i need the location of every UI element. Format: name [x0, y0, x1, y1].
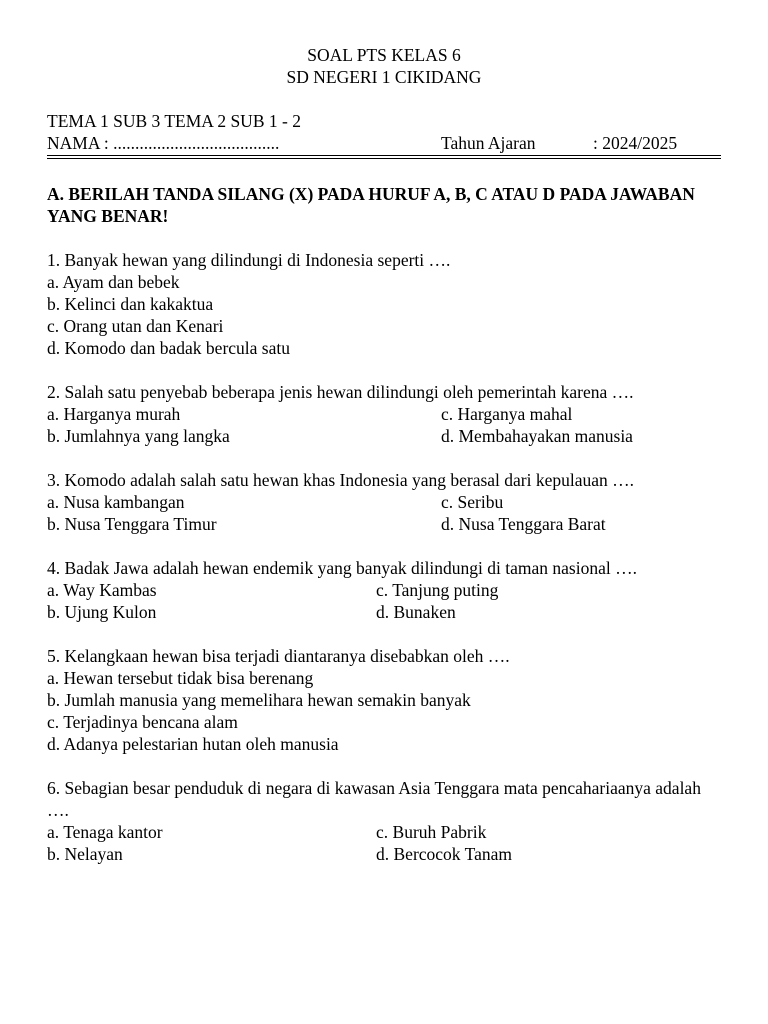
option-b: b. Kelinci dan kakaktua [47, 294, 214, 314]
exam-page [47, 44, 721, 865]
option-c: c. Tanjung puting [376, 580, 499, 600]
question-1 [47, 249, 721, 359]
question-text: 4. Badak Jawa adalah hewan endemik yang banyak dilindungi di taman nasional …. [47, 558, 637, 578]
option-a: a. Tenaga kantor [47, 822, 163, 842]
question-5 [47, 645, 721, 755]
option-row [47, 403, 721, 425]
question-3 [47, 469, 721, 535]
option-b: b. Ujung Kulon [47, 602, 157, 622]
option-d: d. Nusa Tenggara Barat [441, 514, 606, 534]
option-row [47, 843, 721, 865]
option-d: d. Membahayakan manusia [441, 426, 633, 446]
option-row [47, 821, 721, 843]
exam-header [47, 44, 721, 88]
exam-title: SOAL PTS KELAS 6 [307, 45, 461, 65]
option-a: a. Nusa kambangan [47, 492, 185, 512]
question-2 [47, 381, 721, 447]
option-d: d. Bercocok Tanam [376, 844, 512, 864]
option-row [47, 601, 721, 623]
question-text: 2. Salah satu penyebab beberapa jenis hewan dilindungi oleh pemerintah karena …. [47, 382, 634, 402]
option-b: b. Jumlah manusia yang memelihara hewan semakin banyak [47, 690, 471, 710]
option-c: c. Harganya mahal [441, 404, 573, 424]
option-c: c. Terjadinya bencana alam [47, 712, 238, 732]
question-text: 1. Banyak hewan yang dilindungi di Indonesia seperti …. [47, 250, 451, 270]
option-a: a. Hewan tersebut tidak bisa berenang [47, 668, 314, 688]
option-b: b. Nelayan [47, 844, 123, 864]
nama-field: NAMA : ...................................... [47, 133, 280, 153]
header-divider-bottom [47, 158, 721, 159]
question-text: 3. Komodo adalah salah satu hewan khas Indonesia yang berasal dari kepulauan …. [47, 470, 635, 490]
option-b: b. Jumlahnya yang langka [47, 426, 230, 446]
header-divider-top [47, 155, 721, 156]
option-row [47, 491, 721, 513]
name-year-row [47, 132, 721, 154]
option-c: c. Orang utan dan Kenari [47, 316, 224, 336]
question-6 [47, 777, 721, 865]
option-row [47, 425, 721, 447]
school-name: SD NEGERI 1 CIKIDANG [286, 67, 482, 87]
option-a: a. Way Kambas [47, 580, 157, 600]
question-text: 6. Sebagian besar penduduk di negara di kawasan Asia Tenggara mata pencahariaanya adalah …. [47, 778, 701, 820]
tema-line: TEMA 1 SUB 3 TEMA 2 SUB 1 - 2 [47, 111, 301, 131]
section-a-instruction: A. BERILAH TANDA SILANG (X) PADA HURUF A, B, C ATAU D PADA JAWABAN YANG BENAR! [47, 184, 695, 226]
option-row [47, 513, 721, 535]
tahun-ajaran-value: : 2024/2025 [593, 133, 678, 153]
option-d: d. Komodo dan badak bercula satu [47, 338, 290, 358]
option-b: b. Nusa Tenggara Timur [47, 514, 217, 534]
option-a: a. Harganya murah [47, 404, 181, 424]
option-d: d. Bunaken [376, 602, 456, 622]
option-c: c. Buruh Pabrik [376, 822, 487, 842]
question-4 [47, 557, 721, 623]
exam-meta [47, 110, 721, 159]
tahun-ajaran-label: Tahun Ajaran [441, 133, 536, 153]
question-text: 5. Kelangkaan hewan bisa terjadi diantaranya disebabkan oleh …. [47, 646, 510, 666]
option-d: d. Adanya pelestarian hutan oleh manusia [47, 734, 339, 754]
option-a: a. Ayam dan bebek [47, 272, 180, 292]
option-row [47, 579, 721, 601]
option-c: c. Seribu [441, 492, 504, 512]
